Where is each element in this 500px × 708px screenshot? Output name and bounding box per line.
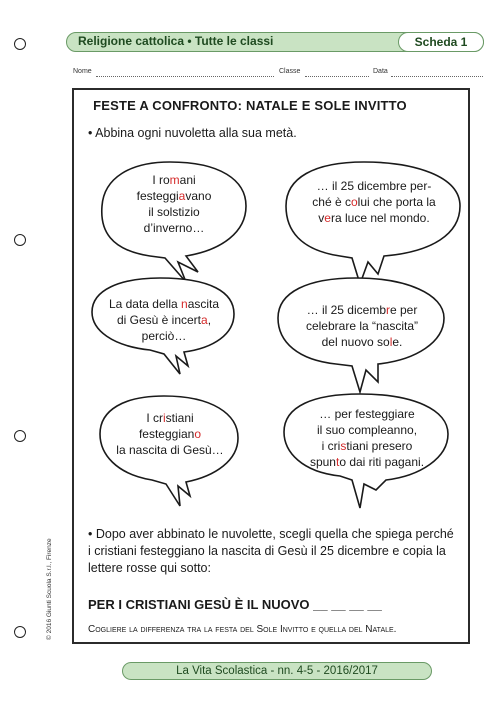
bubble-4-text: … il 25 dicembre per celebrare la “nascita” del nuovo sole. [305, 303, 419, 349]
worksheet-title: FESTE A CONFRONTO: NATALE E SOLE INVITTO [93, 98, 407, 113]
instruction-2: • Dopo aver abbinato le nuvolette, scegli quella che spiega perché i cristiani festeggiano la nascita di Gesù il 25 dicembre e copia la lettere rosse qui sotto: [88, 527, 454, 575]
bubble-3-text: La data della nascita di Gesù è incerta, perciò… [108, 297, 220, 343]
answer-line[interactable]: PER I CRISTIANI GESÙ È IL NUOVO __ __ __ __ [88, 597, 382, 612]
field-classe-label: Classe [279, 68, 301, 75]
footer-bar: La Vita Scolastica - nn. 4-5 - 2016/2017 [122, 662, 432, 680]
field-nome-label: Nome [73, 68, 92, 75]
header-title: Religione cattolica • Tutte le classi [78, 34, 274, 48]
field-data-label: Data [373, 68, 388, 75]
instruction: • Abbina ogni nuvoletta alla sua metà. [88, 126, 297, 140]
scheda-label: Scheda 1 [398, 32, 484, 52]
copyright-credit: © 2016 Giunti Scuola S.r.l., Firenze [46, 538, 53, 640]
bubble-5-text: I cristiani festeggiano la nascita di Gesù… [116, 411, 224, 457]
bubble-6-text: … per festeggiare il suo compleanno, i cristiani presero spunto dai riti pagani. [309, 407, 425, 469]
bubble-1-text: I romani festeggiavano il solstizio d’inverno… [136, 173, 212, 235]
bubble-2-text: … il 25 dicembre per- ché è colui che porta la vera luce nel mondo. [312, 179, 436, 225]
teacher-note: Cogliere la differenza tra la festa del Sole Invitto e quella del Natale. [88, 624, 397, 635]
